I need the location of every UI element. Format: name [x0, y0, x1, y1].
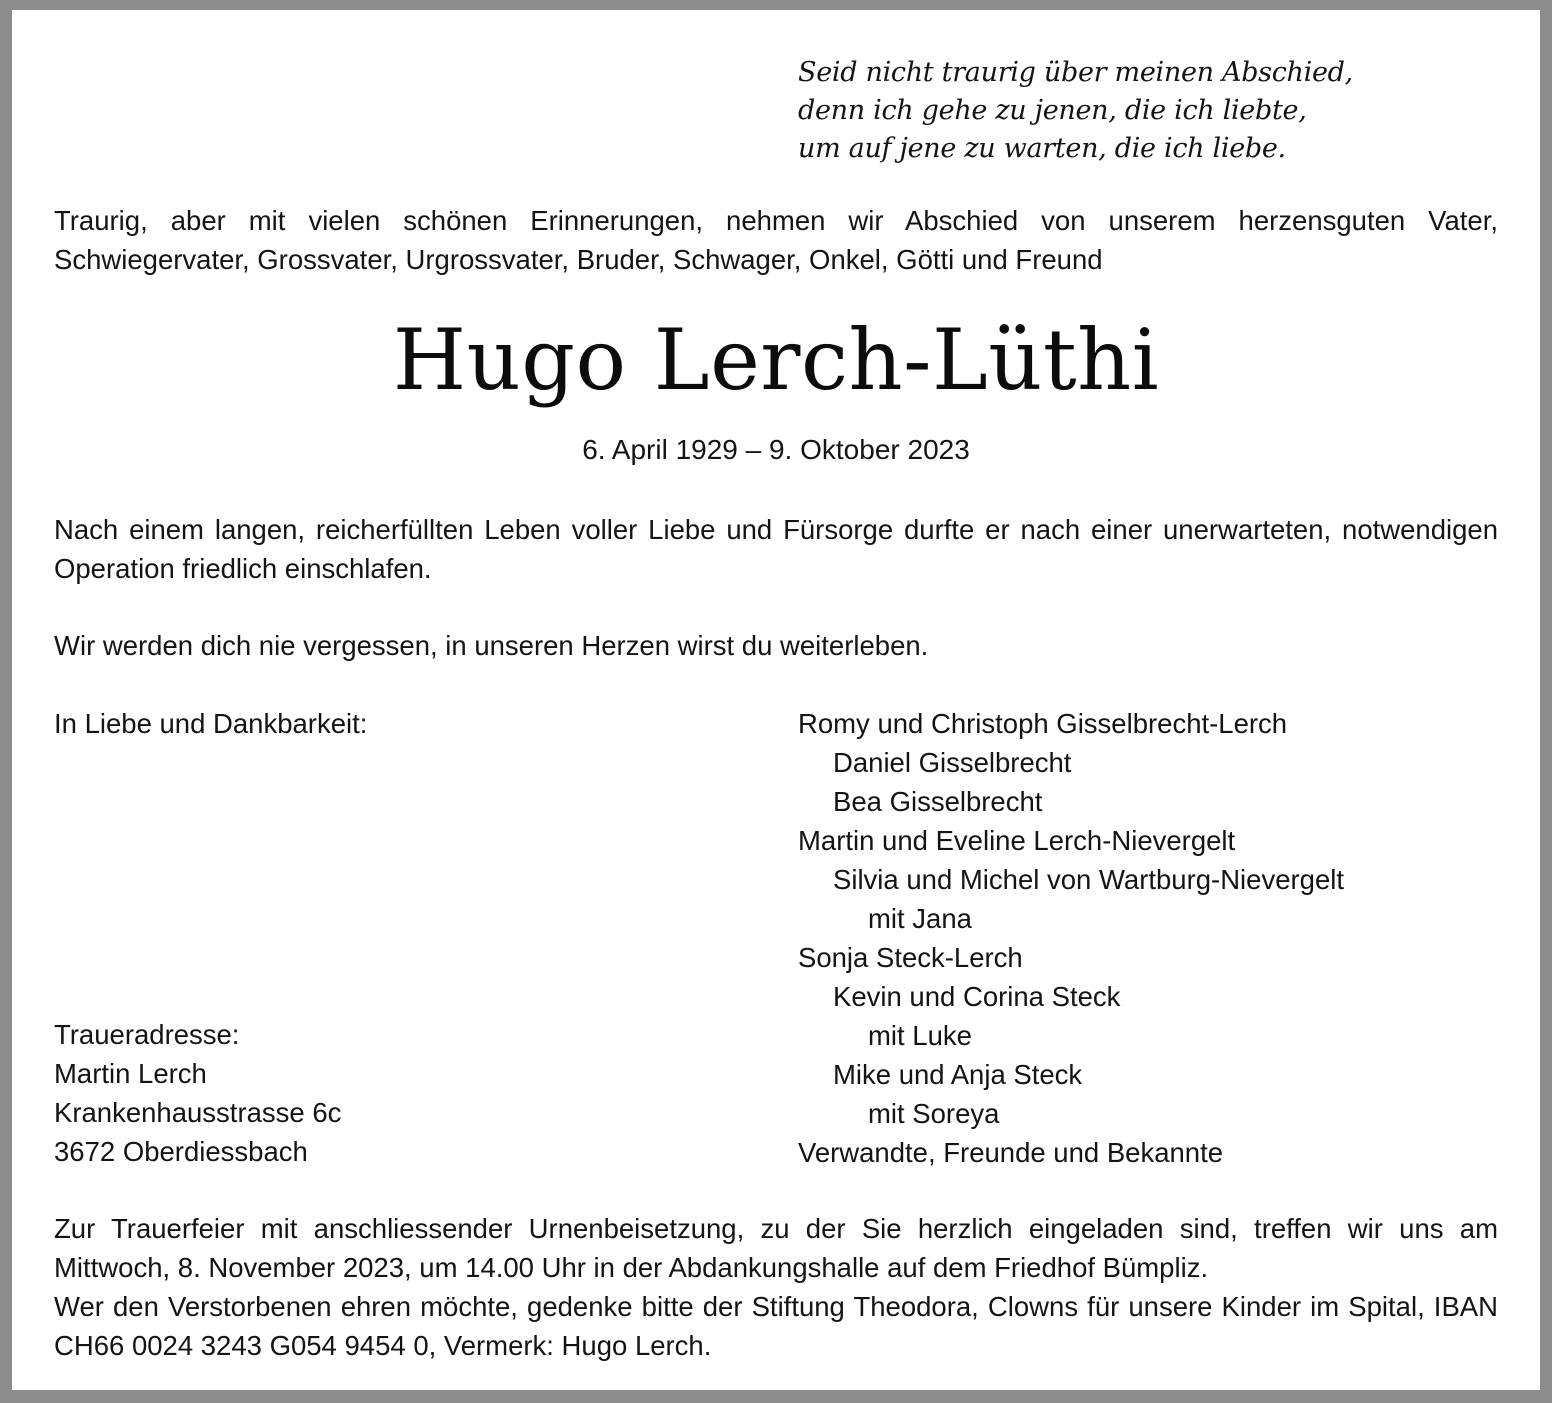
- donation-text: Wer den Verstorbenen ehren möchte, gedenke bitte der Stiftung Theodora, Clowns für unsere Kinder im Spital, IBAN CH66 0024 3243 G054 9454 0, Vermerk: Hugo Lerch.: [54, 1291, 1498, 1361]
- family-list: [798, 704, 1344, 1172]
- quote-line: Seid nicht traurig über meinen Abschied,: [798, 57, 1353, 88]
- family-member: Silvia und Michel von Wartburg-Nievergelt: [833, 864, 1344, 895]
- family-member: mit Luke: [868, 1020, 972, 1051]
- intro-text: Traurig, aber mit vielen schönen Erinnerungen, nehmen wir Abschied von unserem herzensguten Vater, Schwiegervater, Grossvater, Urgrossvater, Bruder, Schwager, Onkel, Götti und Freund: [54, 205, 1498, 275]
- remembrance-text: Wir werden dich nie vergessen, in unseren Herzen wirst du weiterleben.: [54, 630, 929, 661]
- family-member: mit Jana: [868, 903, 972, 934]
- family-member: Verwandte, Freunde und Bekannte: [798, 1137, 1224, 1168]
- address-name: Martin Lerch: [54, 1058, 207, 1089]
- quote-block: [798, 54, 1353, 168]
- family-member: Sonja Steck-Lerch: [798, 942, 1023, 973]
- address-street: Krankenhausstrasse 6c: [54, 1097, 342, 1128]
- family-member: Mike und Anja Steck: [833, 1059, 1083, 1090]
- family-member: Martin und Eveline Lerch-Nievergelt: [798, 825, 1236, 856]
- quote-line: denn ich gehe zu jenen, die ich liebte,: [798, 95, 1307, 126]
- family-member: mit Soreya: [868, 1098, 1000, 1129]
- family-member: Kevin und Corina Steck: [833, 981, 1121, 1012]
- address-label: Traueradresse:: [54, 1019, 240, 1050]
- obituary-card: [12, 10, 1540, 1390]
- gratitude-label: In Liebe und Dankbarkeit:: [54, 708, 368, 739]
- ceremony-text: Zur Trauerfeier mit anschliessender Urnenbeisetzung, zu der Sie herzlich eingeladen sind, treffen wir uns am Mittwoch, 8. November 2023, um 14.00 Uhr in der Abdankungshalle auf dem Friedhof Bümpliz.: [54, 1213, 1498, 1283]
- family-member: Romy und Christoph Gisselbrecht-Lerch: [798, 708, 1288, 739]
- family-member: Daniel Gisselbrecht: [833, 747, 1072, 778]
- deceased-name: Hugo Lerch-Lüthi: [392, 311, 1160, 409]
- address-block: [54, 1015, 341, 1171]
- address-city: 3672 Oberdiessbach: [54, 1136, 308, 1167]
- family-member: Bea Gisselbrecht: [833, 786, 1043, 817]
- quote-line: um auf jene zu warten, die ich liebe.: [798, 133, 1286, 164]
- life-dates: 6. April 1929 – 9. Oktober 2023: [582, 434, 970, 465]
- passing-text: Nach einem langen, reicherfüllten Leben voller Liebe und Fürsorge durfte er nach einer unerwarteten, notwendigen Operation friedlich einschlafen.: [54, 514, 1498, 584]
